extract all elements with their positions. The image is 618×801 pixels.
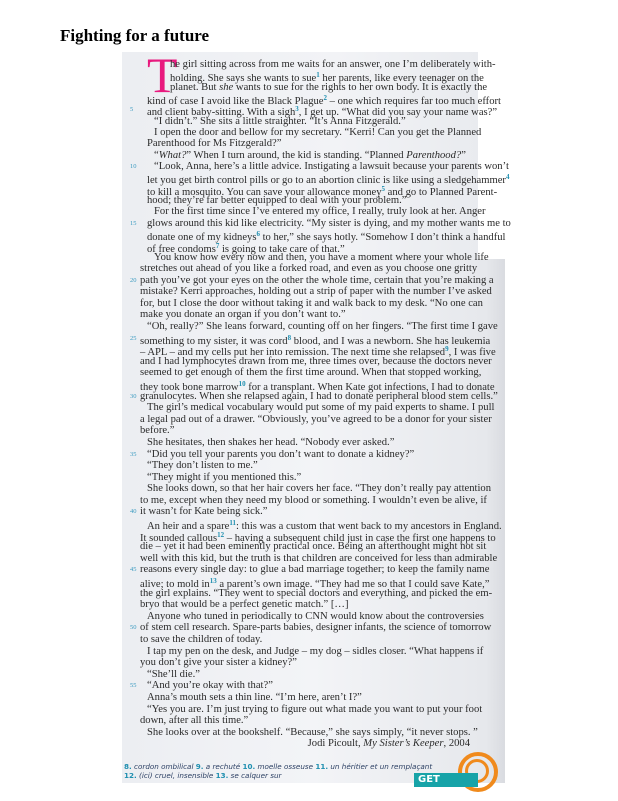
text-line (140, 541, 487, 553)
text-run: She looks down, so that her hair covers her face. “They don’t really pay attention (147, 483, 491, 495)
text-run: he girl sitting across from me waits for an answer, one I’m deliberately with- (170, 59, 496, 70)
text-line (140, 576, 490, 591)
text-run: Anyone who tuned in periodically to CNN would know about the controversies (147, 610, 484, 622)
text-run: “And you’re okay with that?” (147, 680, 273, 692)
italic-run: Parenthood? (406, 149, 462, 161)
text-run: “They don’t listen to me.” (147, 460, 258, 472)
text-line (140, 552, 498, 565)
footnote-ref: 13 (209, 577, 217, 586)
footnote-ref: 11 (229, 519, 236, 528)
text-run: is going to take care of that.” (219, 243, 345, 255)
line-number: 15 (130, 219, 137, 227)
text-line (147, 206, 486, 218)
text-line (130, 217, 511, 229)
text-run: , I was five (448, 347, 496, 359)
text-line (130, 564, 490, 576)
footnote-ref: 9 (445, 345, 449, 354)
page-title: Fighting for a future (60, 26, 210, 45)
text-run: die – yet it had been eminently practical once. Being an afterthought might not sit (140, 541, 487, 553)
text-run: ” (461, 149, 466, 161)
text-run: holding. She says she wants to sue (170, 73, 317, 85)
text-line (147, 93, 501, 108)
text-line (140, 494, 487, 507)
text-run: seemed to get enough of them the first time around. When that stopped working, (140, 367, 482, 379)
line-number: 35 (130, 450, 137, 458)
line-number: 40 (130, 508, 137, 516)
text-line (140, 634, 470, 646)
text-run: – APL – and my cells put her into remission. The next time she relapsed (140, 347, 446, 359)
text-line (140, 692, 470, 704)
text-line (147, 195, 470, 206)
text-line (140, 726, 478, 739)
text-run: “Did you tell your parents you don’t want to donate a kidney?” (147, 448, 415, 460)
footnote-ref: 1 (316, 71, 320, 80)
text-run: It sounded callous (140, 532, 218, 544)
text-run: – having a subsequent child just in case the first one happens to (224, 532, 496, 544)
text-line (140, 263, 478, 275)
text-run: “ (154, 149, 159, 161)
text-line (147, 138, 470, 149)
footnote-ref: 10 (238, 379, 246, 388)
text-run: it wasn’t for Kate being sick.” (140, 506, 268, 518)
line-number: 50 (130, 624, 137, 632)
line-number: 55 (130, 682, 137, 690)
footnote-ref: 12 (217, 530, 225, 539)
footnote-row (124, 762, 432, 771)
footnote-ref: 4 (505, 173, 510, 182)
text-run: her parents, like every teenager on the (319, 73, 484, 85)
text-run: An heir and a spare (147, 521, 230, 533)
text-line (147, 172, 510, 187)
get-ready-logo (414, 752, 494, 799)
text-run: You know how every now and then, you have a moment where your whole life (154, 251, 489, 263)
footnote-row (124, 771, 432, 780)
text-run: for a transplant. When Kate got infections, I had to donate (245, 381, 495, 393)
text-line (140, 669, 470, 681)
text-run: “I didn’t.” She sits a little straighter. “It’s Anna Fitzgerald.” (154, 115, 406, 127)
text-run: before.” (140, 425, 175, 437)
text-line (140, 297, 483, 310)
line-number: 25 (130, 334, 137, 342)
italic-run: My Sister’s Keeper (363, 738, 444, 750)
footnote-ref: 8 (287, 333, 292, 342)
text-run: “Oh, really?” She leans forward, counting off on her fingers. “The first time I gave (147, 320, 498, 332)
text-run: the girl explains. “They went to special doctors and everything, and picked the em- (140, 587, 493, 599)
text-line (140, 483, 491, 495)
text-run: “Look, Anna, here’s a little advice. Instigating a lawsuit because your parents won’t (154, 161, 509, 173)
text-run: path you’ve got your eyes on the other the whole time, certain that you’re making a (140, 274, 494, 286)
text-line (140, 518, 502, 533)
line-number: 5 (130, 106, 134, 114)
text-line (140, 425, 470, 437)
text-line (147, 116, 470, 127)
text-run: you don’t give your sister a kidney?” (140, 657, 297, 669)
text-run: “She’ll die.” (147, 668, 200, 680)
footnote-ref: 6 (256, 230, 260, 239)
text-run: , 2004 (443, 738, 470, 750)
excerpt-text-part-2 (130, 263, 502, 750)
footnote-number: 8. (124, 762, 132, 771)
text-line (130, 161, 509, 173)
text-run: to kill a mosquito. You can save your allowance money (147, 186, 382, 198)
text-run: The girl’s medical vocabulary would put some of my paid experts to shame. I pull (147, 402, 495, 414)
text-run: ” When I turn around, the kid is standing. “Planned (186, 149, 407, 161)
text-run: a parent’s own image. “They had me so that I could save Kate,” (216, 579, 490, 591)
footnote-ref: 5 (381, 184, 385, 193)
footnote-number: 11. (315, 762, 329, 771)
source-citation (140, 738, 470, 750)
text-line (140, 309, 470, 321)
text-run: and I had lymphocytes drawn from me, three times over, because the doctors never (140, 355, 492, 367)
text-run: hood; they’re far better equipped to deal with your problem.” (147, 195, 407, 207)
text-run: planet. But (170, 81, 220, 93)
text-line (140, 379, 495, 393)
text-line (140, 472, 470, 484)
footnote-number: 10. (242, 762, 256, 771)
text-line (130, 448, 470, 461)
text-line (140, 715, 470, 727)
text-line (130, 333, 491, 347)
text-run: of free condoms (147, 243, 216, 255)
text-run: reasons every single day: to glue a bad marriage together; to keep the family name (140, 564, 490, 576)
text-line (140, 402, 495, 414)
text-line (147, 70, 484, 85)
text-line (130, 104, 498, 119)
text-line (140, 460, 470, 472)
text-run: make you donate an organ if you don’t want to.” (140, 309, 346, 321)
text-line (130, 622, 492, 634)
text-line (140, 587, 493, 600)
text-run: of stem cell research. Spare-parts babies, designer infants, the science of tomorrow (140, 622, 492, 634)
footnote-number: 12. (124, 771, 137, 780)
text-line (147, 81, 488, 93)
line-number: 45 (130, 566, 137, 574)
text-line (147, 229, 506, 244)
excerpt-text-part-1 (130, 59, 511, 263)
footnote-number: 9. (195, 762, 204, 771)
text-line (140, 367, 482, 379)
text-run: donate one of my kidneys (147, 232, 257, 244)
text-run: let you get birth control pills or go to an abortion clinic is like using a sledgehammer (147, 175, 506, 187)
text-run: I tap my pen on the desk, and Judge – my dog – sidles closer. “What happens if (147, 645, 484, 657)
text-run: blood, and I was a newborn. She has leukemia (291, 335, 491, 347)
text-line (140, 413, 492, 426)
text-run: stretches out ahead of you like a forked road, and even as you choose one gritty (140, 263, 478, 274)
text-run: granulocytes. When she relapsed again, I had to donate peripheral blood stem cells.” (140, 390, 498, 402)
text-run: glows around this kid like electricity. “My sister is dying, and my mother wants me to (147, 217, 511, 229)
text-run: and go to Planned Parent- (385, 186, 498, 198)
footnotes (124, 762, 432, 780)
text-line (147, 251, 489, 263)
text-run: I open the door and bellow for my secretary. “Kerri! Can you get the Planned (154, 127, 482, 139)
text-line (130, 274, 494, 287)
text-line (140, 286, 492, 298)
line-number: 20 (130, 276, 137, 284)
footnote-ref: 3 (295, 105, 299, 114)
text-run: Anna’s mouth sets a thin line. “I’m here, aren’t I?” (147, 691, 362, 703)
text-run: and client baby-sitting. With a sigh (147, 107, 296, 119)
text-run: For the first time since I’ve entered my office, I really, truly look at her. Anger (154, 206, 486, 218)
line-number: 10 (130, 163, 137, 171)
text-line (147, 127, 482, 139)
text-line (147, 241, 470, 255)
text-run: kind of case I avoid like the Black Plague (147, 96, 324, 108)
text-run: for, but I close the door without taking it and walk back to my desk. “No one can (140, 297, 483, 309)
text-line (130, 506, 470, 518)
text-run: wants to sue for the rights to her own body. It is exactly the (233, 81, 488, 93)
text-run: She looks over at the bookshelf. “Because,” she says simply, “it never stops. ” (147, 726, 478, 738)
footnote-ref: 7 (215, 241, 220, 250)
italic-run: she (219, 81, 234, 93)
drop-cap: T (147, 47, 178, 103)
text-line (140, 645, 484, 658)
footnote-text: moelle osseuse (257, 762, 314, 771)
text-line (147, 184, 498, 198)
text-run: “They might if you mentioned this.” (147, 471, 302, 483)
text-line (140, 703, 483, 716)
text-run: well with this kid, but the truth is that children are conceived for less than admirable (140, 552, 498, 564)
text-run: to me, except when they need my blood or something. I wouldn’t even be alive, if (140, 494, 487, 506)
text-run: a legal pad out of a drawer. “Obviously, you’ve agreed to be a donor for your sister (140, 413, 492, 425)
text-run: “Yes you are. I’m just trying to figure out what made you want to put your foot (147, 703, 483, 715)
text-run: to save the children of today. (140, 634, 263, 645)
text-line (130, 680, 470, 692)
line-number: 30 (130, 392, 137, 400)
footnote-text: a rechuté (205, 762, 241, 771)
footnote-text: (ici) cruel, insensible (139, 771, 214, 780)
text-run: : this was a custom that went back to my ancestors in England. (236, 521, 502, 533)
text-line (140, 320, 498, 333)
footnote-number: 13. (215, 771, 229, 780)
text-run: down, after all this time.” (140, 715, 249, 727)
text-run: – one which requires far too much effort (327, 96, 501, 108)
text-line (140, 530, 496, 544)
text-run: to her,” she says hotly. “Somehow I don’t think a handful (259, 232, 506, 244)
text-run: Jodi Picoult, (307, 738, 364, 750)
text-run: alive; to mold in (140, 579, 210, 591)
text-run: bryo that would be a perfect genetic match.” […] (140, 599, 349, 611)
italic-run: What? (158, 149, 187, 161)
text-line (140, 344, 496, 359)
logo-text: GET READY (414, 773, 478, 787)
footnote-ref: 2 (323, 94, 328, 103)
text-line (140, 657, 470, 669)
text-line (140, 610, 484, 623)
footnote-text: se calquer sur (230, 771, 282, 780)
text-run: , I get up. “What did you say your name was?” (298, 107, 498, 119)
text-run: something to my sister, it was cord (140, 335, 288, 347)
text-run: mistake? Kerri approaches, holding out a strip of paper with the number I’ve asked (140, 286, 492, 298)
text-line (140, 355, 492, 368)
footnote-text: cordon ombilical (134, 762, 194, 771)
text-line (140, 437, 470, 449)
text-run: they took bone marrow (140, 381, 239, 393)
text-line (147, 59, 496, 70)
text-line (140, 599, 470, 611)
text-run: Parenthood for Ms Fitzgerald?” (147, 138, 282, 150)
text-line (130, 390, 498, 403)
text-run: She hesitates, then shakes her head. “Nobody ever asked.” (147, 436, 395, 448)
footnote-text: un héritier et un remplaçant (330, 762, 433, 771)
text-line (147, 150, 470, 161)
